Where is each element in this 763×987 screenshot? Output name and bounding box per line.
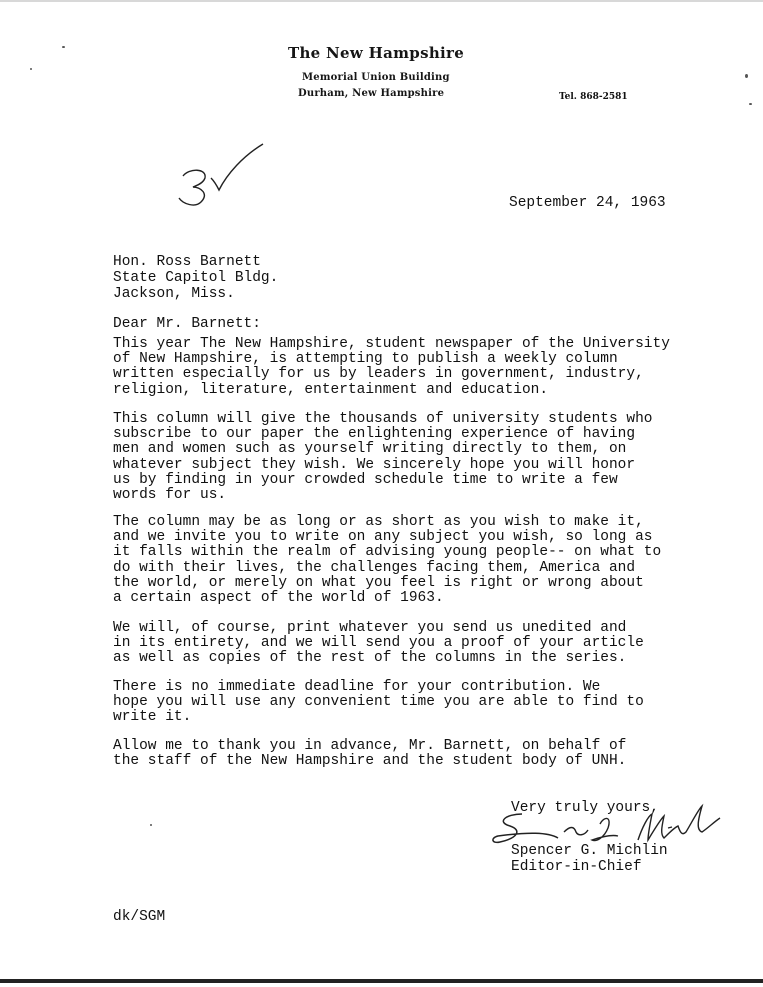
scan-speck xyxy=(150,824,152,826)
letterhead-city: Durham, New Hampshire xyxy=(298,88,445,99)
recipient-address xyxy=(113,254,278,302)
letterhead-building: Memorial Union Building xyxy=(302,72,450,83)
scan-edge-top xyxy=(0,0,763,2)
reference-initials: dk/SGM xyxy=(113,909,166,925)
letterhead-newspaper-name: The New Hampshire xyxy=(288,44,465,62)
body-paragraph-4: We will, of course, print whatever you send us unedited and in its entirety, and we will send you a proof of your article as well as copies of the rest of the columns in the series. xyxy=(113,620,644,667)
signer-name: Spencer G. Michlin xyxy=(511,843,668,859)
signer-title: Editor-in-Chief xyxy=(511,859,642,875)
body-paragraph-2: This column will give the thousands of university students who subscribe to our paper the enlightening experience of having men and women such as yourself writing directly to them, on whatever subject they wish. We sincerely hope you will honor us by finding in your crowded schedule time to write a few words for us. xyxy=(113,411,653,504)
body-paragraph-1: This year The New Hampshire, student newspaper of the University of New Hampshire, is attempting to publish a weekly column written especially for us by leaders in government, industry, religion, literature, entertainment and education. xyxy=(113,336,670,398)
scan-speck xyxy=(749,103,752,105)
scan-speck xyxy=(745,74,748,78)
recipient-street: State Capitol Bldg. xyxy=(113,270,279,286)
letterhead-telephone: Tel. 868-2581 xyxy=(559,92,628,102)
body-paragraph-5: There is no immediate deadline for your contribution. We hope you will use any convenient time you are able to find to write it. xyxy=(113,679,644,726)
body-paragraph-3: The column may be as long or as short as you wish to make it, and we invite you to write on any subject you wish, so long as it falls within the realm of advising young people-- on what to do with their lives, the challenges facing them, America and the world, or merely on what you feel is right or wrong about a certain aspect of the world of 1963. xyxy=(113,514,662,607)
scan-speck xyxy=(62,46,65,48)
letter-date: September 24, 1963 xyxy=(509,195,666,211)
signer-block xyxy=(511,843,668,875)
recipient-name: Hon. Ross Barnett xyxy=(113,254,261,270)
handwritten-file-mark-icon xyxy=(175,142,270,212)
complimentary-closing: Very truly yours, xyxy=(511,800,659,816)
scan-speck xyxy=(30,68,32,70)
body-paragraph-6: Allow me to thank you in advance, Mr. Barnett, on behalf of the staff of the New Hampshire and the student body of UNH. xyxy=(113,738,627,770)
recipient-city: Jackson, Miss. xyxy=(113,286,235,302)
letterhead xyxy=(288,44,488,99)
salutation: Dear Mr. Barnett: xyxy=(113,316,261,332)
scan-edge-bottom xyxy=(0,979,763,983)
